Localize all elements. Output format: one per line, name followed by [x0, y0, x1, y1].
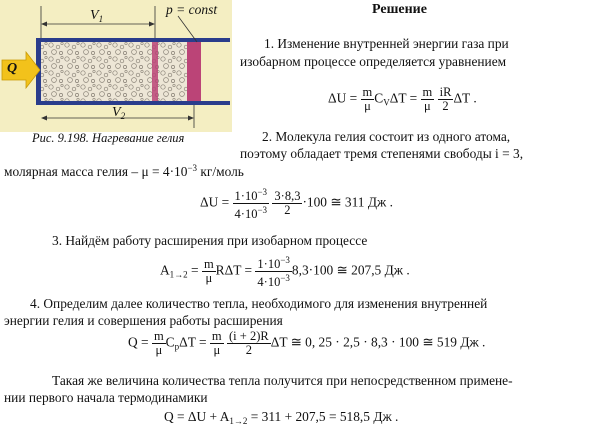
figure-helium-heating	[0, 0, 232, 132]
helium-gas	[41, 42, 187, 101]
figure-caption: Рис. 9.198. Нагревание гелия	[32, 131, 185, 145]
paragraph-5-line-2: нии первого начала термодинамики	[4, 390, 208, 405]
paragraph-1-line-2: изобарном процессе определяется уравнением	[240, 54, 507, 69]
paragraph-5-line-1: Такая же величина количества тепла получится при непосредственном примене-	[52, 373, 513, 388]
paragraph-3: 3. Найдём работу расширения при изобарном процессе	[52, 233, 368, 248]
paragraph-1-line-1: 1. Изменение внутренней энергии газа при	[264, 36, 509, 51]
v2-label: $V_2$	[112, 105, 126, 121]
paragraph-4-line-2: энергии гелия и совершения работы расширения	[4, 313, 283, 328]
equation-internal-energy: ΔU = $\frac{m}{\mu}$ $C_V\Delta T$ = $\frac{m}{\mu}$ $\frac{iR}{2}$ ΔT .	[328, 85, 477, 113]
cylinder-bottom-wall	[36, 101, 230, 105]
paragraph-4-line-1: 4. Определим далее количество тепла, необходимого для изменения внутренней	[30, 296, 488, 311]
solution-heading: Решение	[372, 2, 427, 17]
pressure-label: p = const	[166, 2, 218, 17]
piston-final	[187, 42, 201, 101]
cylinder-top-wall	[36, 38, 230, 42]
equation-first-law: $Q = \Delta U + A_{1\to 2} = 311 + 207,5 = 518,5$ Дж .	[164, 409, 399, 426]
paragraph-2-line-3: молярная масса гелия – $\mu = 4\cdot 10^{-3}$ кг/моль	[4, 163, 244, 179]
equation-internal-energy-value: ΔU = $\frac{1\cdot 10^{-3}}{4\cdot 10^{-3}}$ $\frac{3\cdot 8,3}{2}$ ·100 ≅ 311 Дж .	[200, 187, 393, 221]
equation-expansion-work: $A_{1\to 2}$ = $\frac{m}{\mu}$ RΔT = $\frac{1\cdot 10^{-3}}{4\cdot 10^{-3}}$ 8,3·100 ≅ 207,5 Дж .	[160, 255, 410, 289]
v1-label: $V_1$	[90, 8, 104, 24]
piston-initial	[152, 42, 158, 101]
equation-heat-quantity: Q = $\frac{m}{\mu}$ $C_p\Delta T$ = $\frac{m}{\mu}$ $\frac{(i + 2)R}{2}$ ΔT ≅ 0, 25 · 2,5 · 8,3 · 100 ≅ 519 Дж .	[128, 329, 486, 357]
paragraph-2-line-2: поэтому обладает тремя степенями свободы i = 3,	[240, 146, 524, 161]
paragraph-2-line-1: 2. Молекула гелия состоит из одного атома,	[262, 129, 511, 144]
heat-label: Q	[7, 61, 18, 76]
